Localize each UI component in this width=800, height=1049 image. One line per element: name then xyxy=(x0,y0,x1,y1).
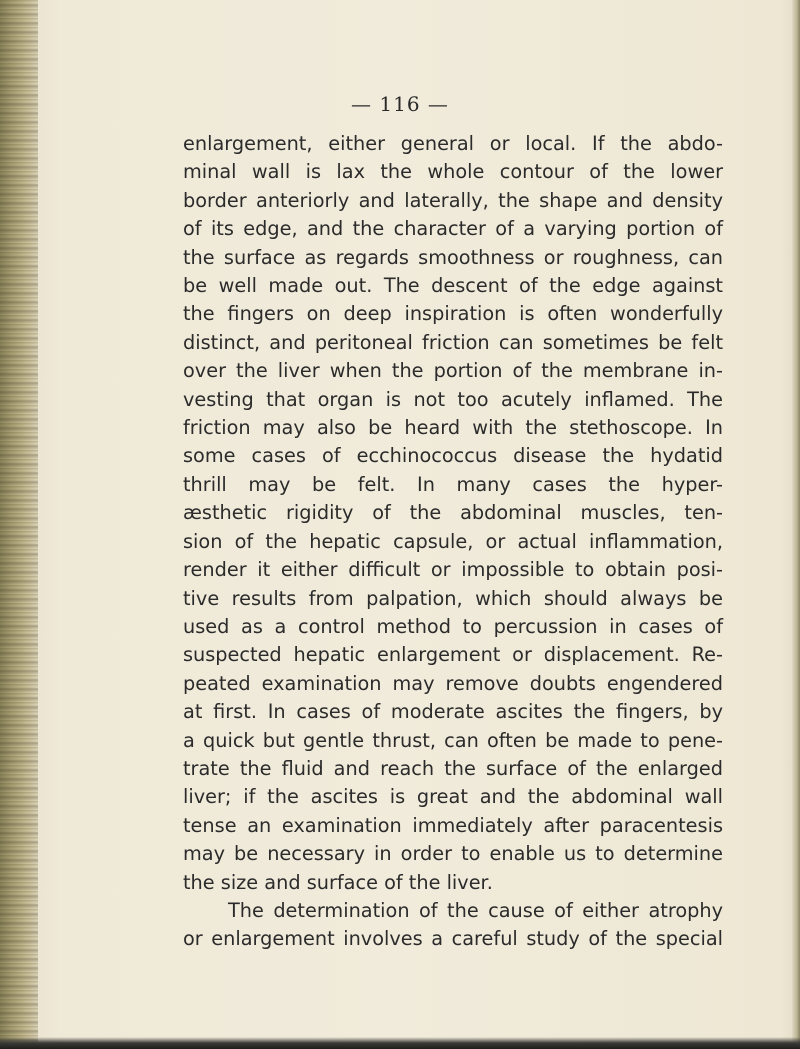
body-text xyxy=(183,130,723,954)
page-number: — 116 — xyxy=(351,92,449,116)
text-line: liver; if the ascites is great and the abdominal wall xyxy=(183,785,723,809)
text-line: may be necessary in order to enable us to determine xyxy=(183,842,723,866)
text-line: friction may also be heard with the stethoscope. In xyxy=(183,416,723,440)
text-line: trate the fluid and reach the surface of the enlarged xyxy=(183,756,723,780)
page-right-edge xyxy=(792,0,800,1049)
text-line: some cases of ecchinococcus disease the hydatid xyxy=(183,444,723,468)
text-line: peated examination may remove doubts engendered xyxy=(183,671,723,695)
text-line: vesting that organ is not too acutely inflamed. The xyxy=(183,387,723,411)
text-line: suspected hepatic enlargement or displacement. Re- xyxy=(183,643,723,667)
text-line: the fingers on deep inspiration is often wonderfully xyxy=(183,302,723,326)
text-line: æsthetic rigidity of the abdominal muscles, ten- xyxy=(183,501,723,525)
paragraph-2 xyxy=(183,897,723,954)
page-bottom-edge xyxy=(0,1037,800,1049)
text-line: tive results from palpation, which should always be xyxy=(183,586,723,610)
text-line: thrill may be felt. In many cases the hyper- xyxy=(183,472,723,496)
text-line: The determination of the cause of either atrophy xyxy=(228,898,723,922)
text-line: the size and surface of the liver. xyxy=(183,870,493,894)
text-line: minal wall is lax the whole contour of the lower xyxy=(183,160,723,184)
text-line: a quick but gentle thrust, can often be made to pene- xyxy=(183,728,723,752)
text-line: enlargement, either general or local. If the abdo- xyxy=(183,132,723,155)
text-line: the surface as regards smoothness or roughness, can xyxy=(183,245,723,269)
text-line: used as a control method to percussion in cases of xyxy=(183,614,723,638)
text-line: be well made out. The descent of the edge against xyxy=(183,274,723,298)
text-line: border anteriorly and laterally, the shape and density xyxy=(183,188,723,212)
binding-edge xyxy=(0,0,38,1049)
text-line: of its edge, and the character of a varying portion of xyxy=(183,217,723,241)
text-line: sion of the hepatic capsule, or actual inflammation, xyxy=(183,529,723,553)
text-line: render it either difficult or impossible to obtain posi- xyxy=(183,558,723,582)
text-line: or enlargement involves a careful study of the special xyxy=(183,927,723,951)
paragraph-1 xyxy=(183,130,723,897)
text-line: distinct, and peritoneal friction can sometimes be felt xyxy=(183,330,723,354)
text-line: at first. In cases of moderate ascites the fingers, by xyxy=(183,700,723,724)
text-line: tense an examination immediately after paracentesis xyxy=(183,813,723,837)
text-line: over the liver when the portion of the membrane in- xyxy=(183,359,723,383)
